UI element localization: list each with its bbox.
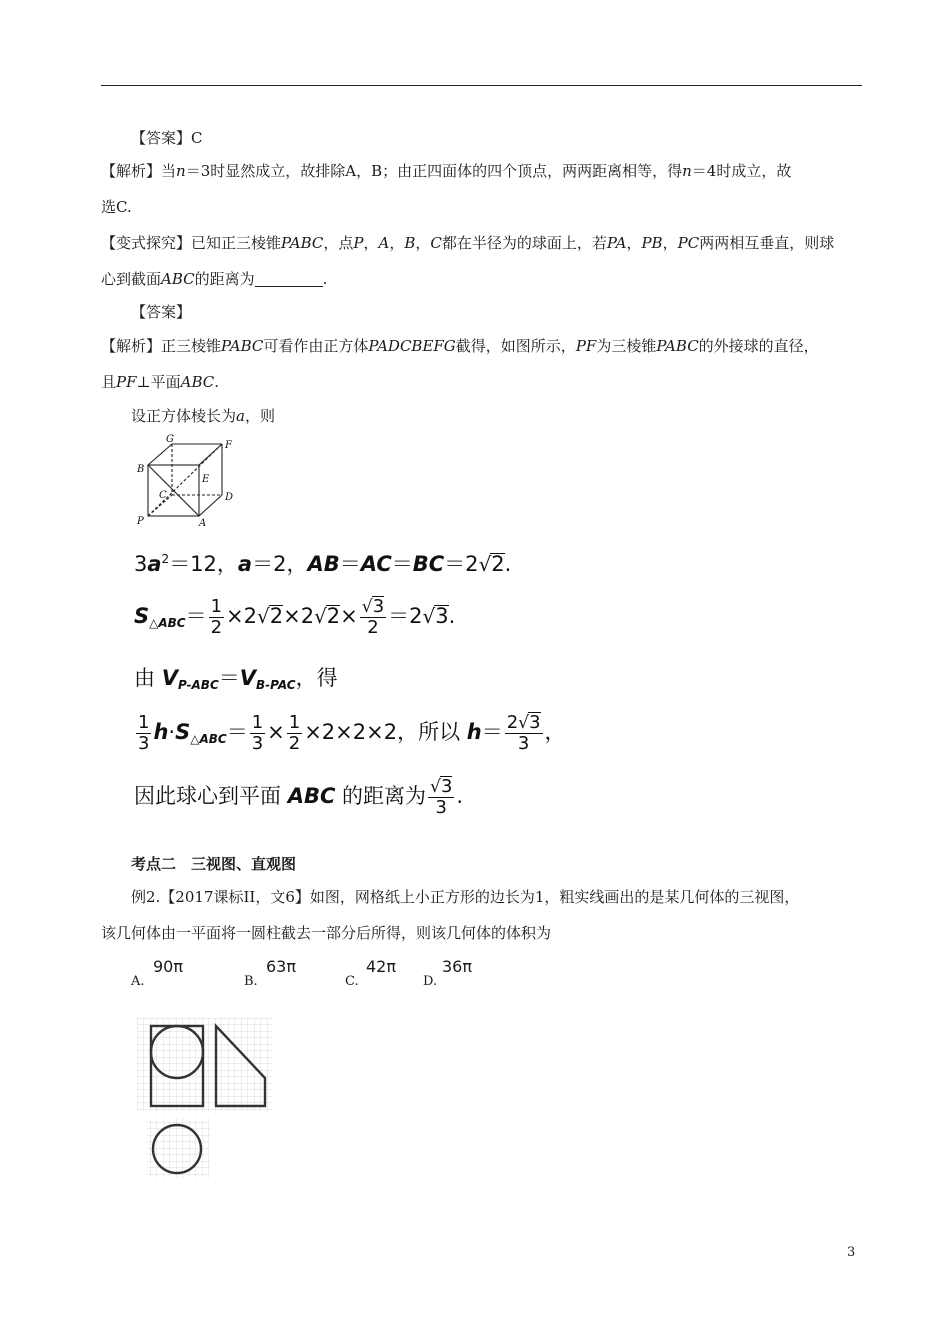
math-line-3: 由 $V_{P-ABC}=V_{B-PAC}$，得: [134, 666, 338, 692]
section-heading: 考点二 三视图、直观图: [131, 855, 297, 873]
math-line-1: $3a^2=12$，a＝2，AB＝AC＝BC＝2√2.: [134, 552, 512, 576]
variant-line1: 【变式探究】已知正三棱锥PABC，点P，A，B，C都在半径为的球面上，若PA，PB，PC两两相互垂直，则球: [101, 234, 835, 252]
cube-edge: [148, 444, 172, 465]
label-D: D: [225, 492, 234, 503]
analysis-2-line1: 【解析】正三棱锥PABC可看作由正方体PADCBEFG截得，如图所示，PF为三棱锥PABC的外接球的直径，: [101, 337, 819, 355]
header-rule: [101, 85, 862, 86]
analysis-2-line3: 设正方体棱长为a，则: [131, 407, 275, 425]
cube-edge: [199, 495, 222, 516]
label-G: G: [166, 434, 174, 445]
math-line-2: $S_{\triangle ABC}=$ $\frac{1}{2}$ ×2√2×2√2× $\frac{√3}{2}$ ＝2√3.: [134, 595, 456, 638]
example-2-line2: 该几何体由一平面将一圆柱截去一部分后所得，则该几何体的体积为: [101, 924, 552, 942]
variant-line2: 心到截面ABC的距离为 .: [101, 270, 328, 288]
answer-1: 【答案】C: [131, 129, 203, 147]
label-C: C: [159, 490, 167, 501]
label-E: E: [202, 474, 210, 485]
analysis-1-line2: 选C.: [101, 198, 132, 216]
label-F: F: [225, 440, 232, 451]
example-2-line1: 例2.【2017课标II，文6】如图，网格纸上小正方形的边长为1，粗实线画出的是某几何体的三视图，: [131, 888, 800, 906]
answer-blank: [255, 271, 323, 287]
math-line-4: $\frac{1}{3}$ $h\cdot S_{\triangle ABC}=$ $\frac{1}{3}$ × $\frac{1}{2}$ ×2×2×2，所以 h＝ $\frac{2√3}{3}$ ，: [138, 711, 566, 754]
answer-2: 【答案】: [131, 303, 192, 321]
math-line-5: 因此球心到平面 ABC 的距离为 $\frac{√3}{3}$ .: [134, 776, 464, 818]
label-P: P: [137, 516, 144, 527]
analysis-1-line1: 【解析】当n＝3时显然成立，故排除A，B；由正四面体的四个顶点，两两距离相等，得n＝4时成立，故: [101, 162, 792, 180]
label-A: A: [199, 518, 207, 529]
cube-figure: [130, 432, 240, 532]
analysis-2-line2: 且PF⊥平面ABC.: [101, 373, 220, 391]
label-B: B: [137, 464, 145, 475]
three-view-figure: [137, 1018, 277, 1180]
page-number: 3: [847, 1245, 856, 1260]
